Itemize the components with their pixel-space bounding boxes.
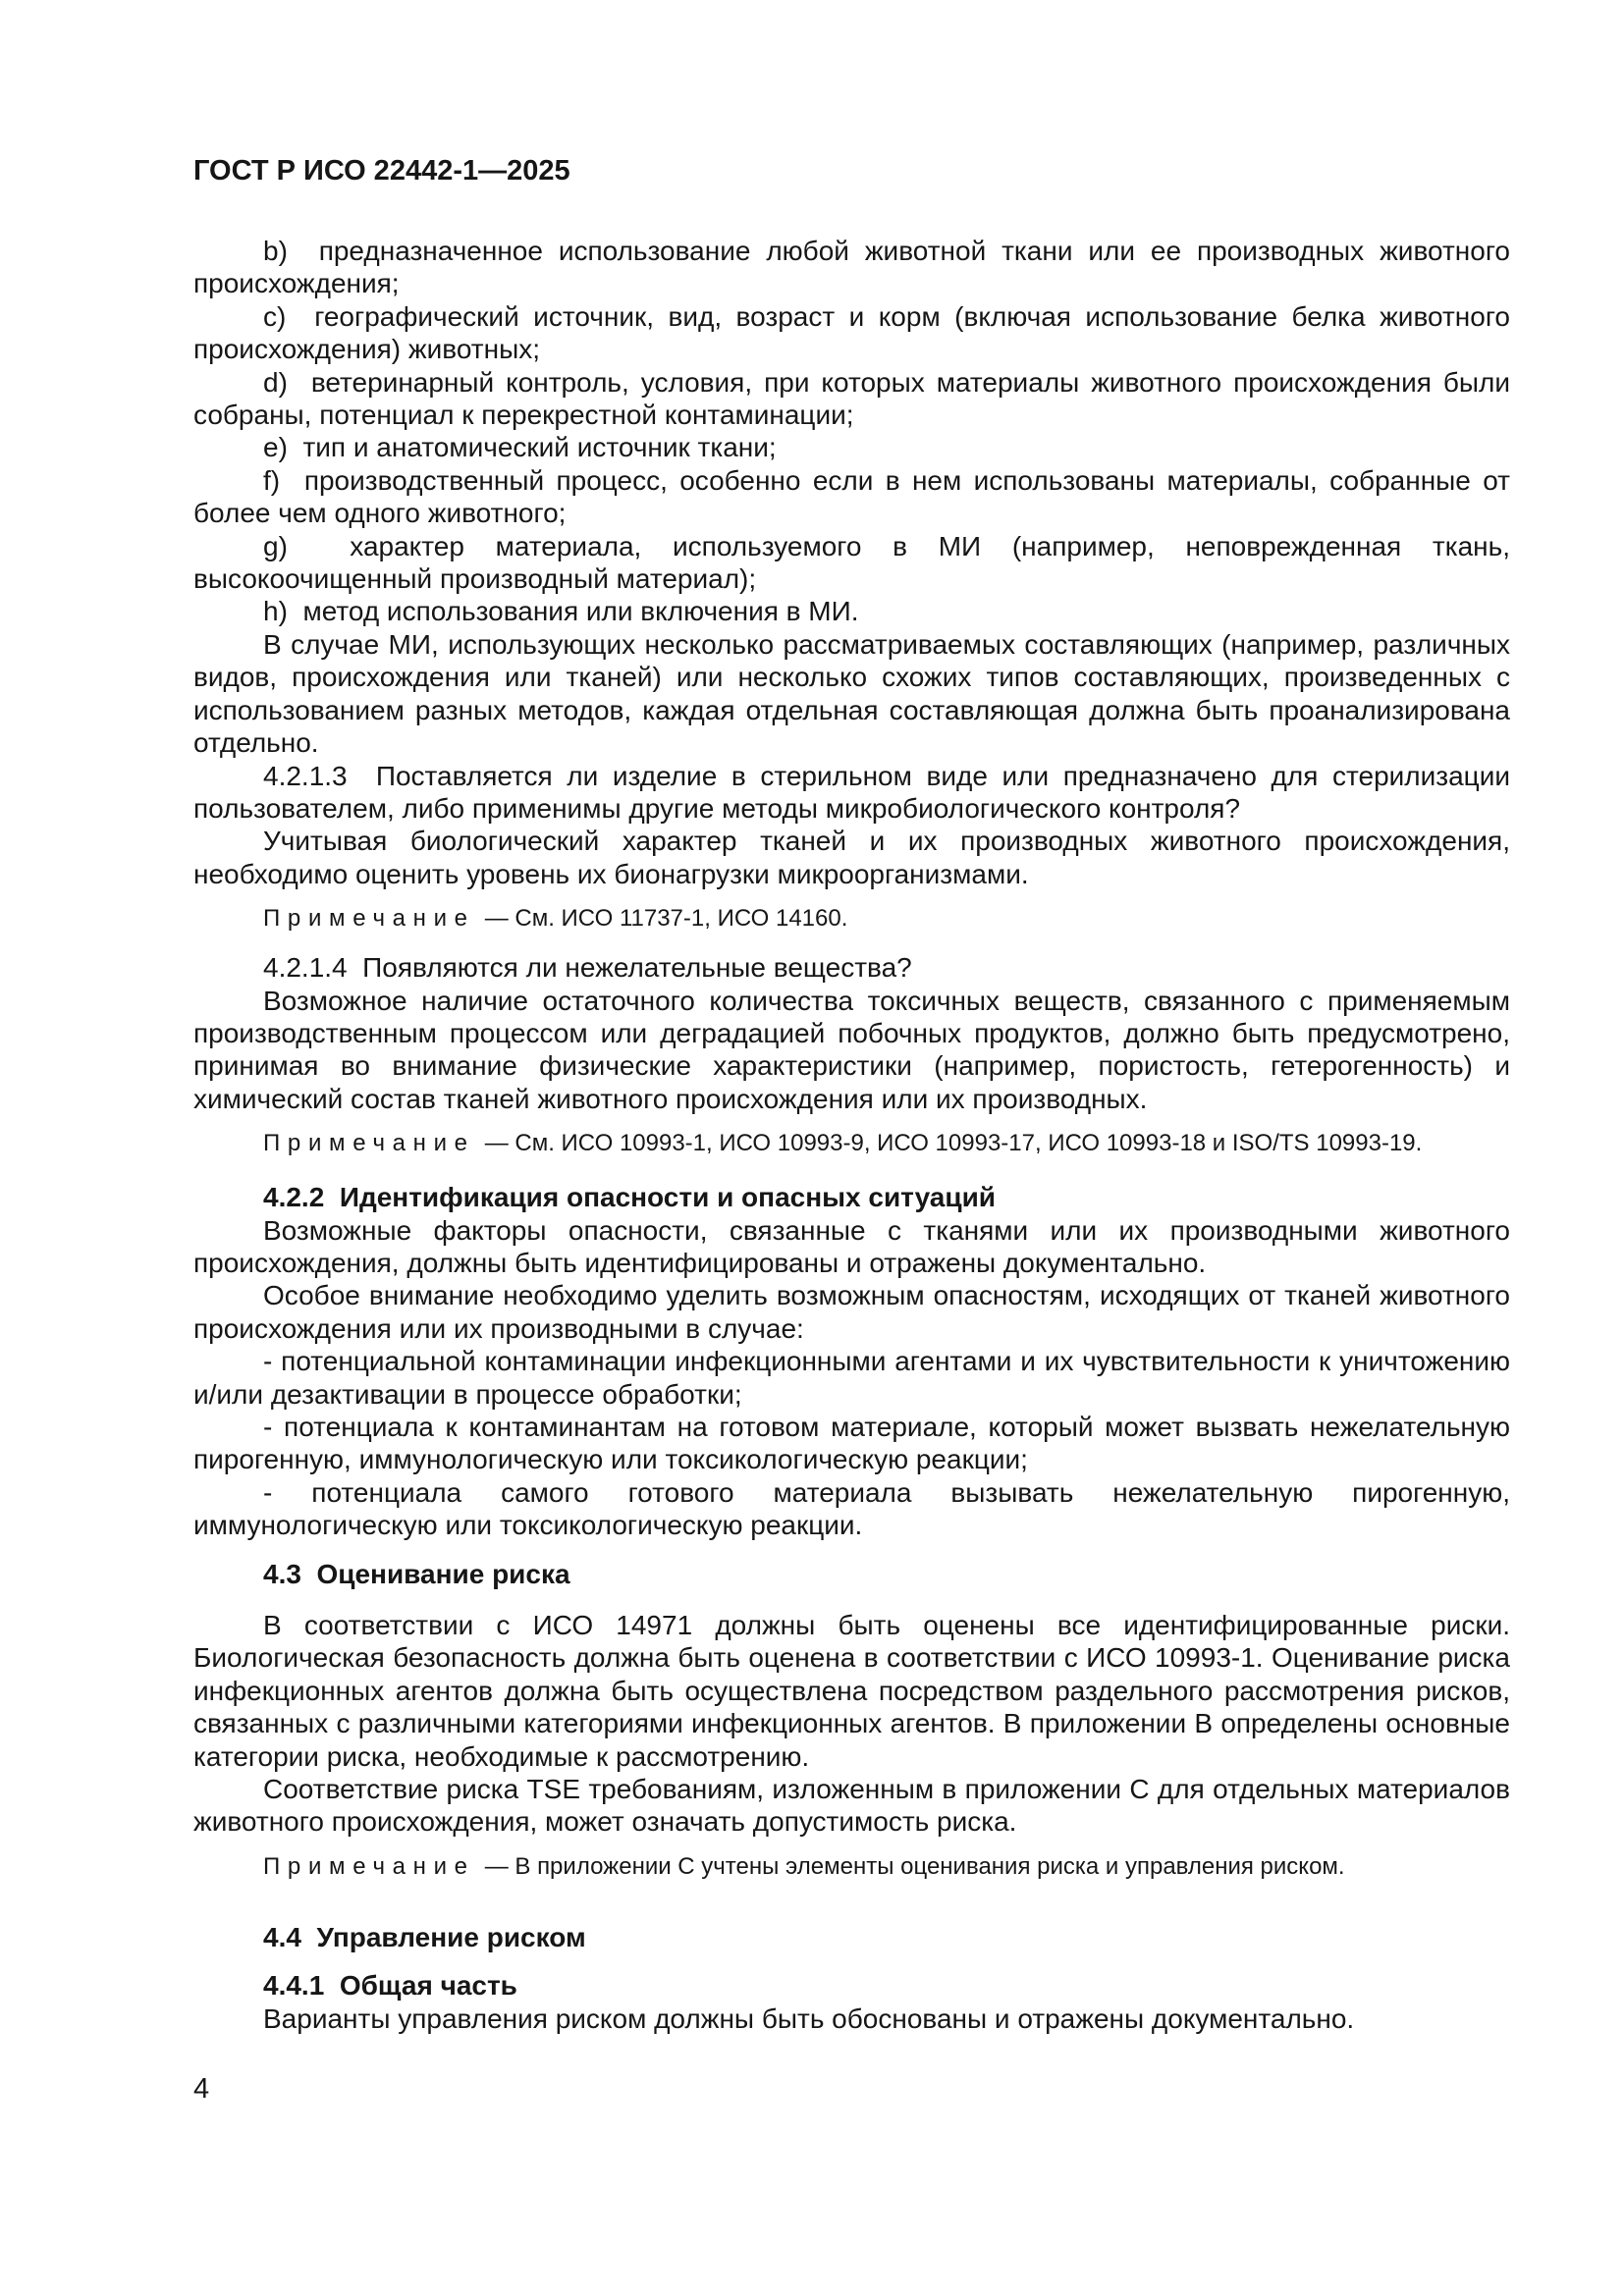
list-item-g: g) характер материала, используемого в МИ (например, неповрежденная ткань, высокоочищенный производный материал); xyxy=(193,530,1518,595)
note-text: — В приложении С учтены элементы оценивания риска и управления риском. xyxy=(484,1852,1345,1880)
list-item-c: c) географический источник, вид, возраст и корм (включая использование белка животного происхождения) животных; xyxy=(193,300,1518,365)
paragraph: Возможное наличие остаточного количества токсичных веществ, связанного с применяемым производственным процессом или деградацией побочных продуктов, должно быть предусмотрено, принимая во внимание физические характеристики (например, пористость, гетерогенность) и химический состав тканей животного происхождения или их производных. xyxy=(193,985,1518,1114)
note-text: — См. ИСО 11737-1, ИСО 14160. xyxy=(484,905,848,933)
list-item-e: e) тип и анатомический источник ткани; xyxy=(263,432,777,463)
heading-4-3: 4.3 Оценивание риска xyxy=(263,1558,570,1589)
paragraph: Варианты управления риском должны быть обоснованы и отражены документально. xyxy=(263,2002,1355,2034)
running-header: ГОСТ Р ИСО 22442-1—2025 xyxy=(193,155,570,187)
paragraph: В случае МИ, использующих несколько рассматриваемых составляющих (например, различных видов, происхождения или тканей) или несколько схожих типов составляющих, произведенных с использованием разных методов, каждая отдельная составляющая должна быть проанализирована отдельно. xyxy=(193,628,1518,759)
page-number: 4 xyxy=(193,2073,210,2105)
paragraph: В соответствии с ИСО 14971 должны быть оценены все идентифицированные риски. Биологическая безопасность должна быть оценена в соответствии с ИСО 10993-1. Оценивание риска инфекционных агентов должна быть осуществлена посредством раздельного рассмотрения рисков, связанных с различными категориями инфекционных агентов. В приложении В определены основные категории риска, необходимые к рассмотрению. xyxy=(193,1610,1518,1772)
page-content xyxy=(193,155,1518,2035)
dash-item: - потенциала к контаминантам на готовом материале, который может вызвать нежелательную пирогенную, иммунологическую или токсикологическую реакции; xyxy=(193,1412,1518,1475)
note-label: Примечание xyxy=(263,1852,475,1880)
note-label: Примечание xyxy=(263,905,475,933)
clause-4-2-1-3: 4.2.1.3 Поставляется ли изделие в стерильном виде или предназначено для стерилизации пользователем, либо применимы другие методы микробиологического контроля? xyxy=(193,760,1518,824)
list-item-b: b) предназначенное использование любой животной ткани или ее производных животного происхождения; xyxy=(193,236,1518,299)
list-item-d: d) ветеринарный контроль, условия, при которых материалы животного происхождения были собраны, потенциал к перекрестной контаминации; xyxy=(193,366,1518,431)
clause-4-2-1-4: 4.2.1.4 Появляются ли нежелательные вещества? xyxy=(263,952,912,984)
note-label: Примечание xyxy=(263,1130,475,1157)
paragraph: Учитывая биологический характер тканей и их производных животного происхождения, необходимо оценить уровень их бионагрузки микроорганизмами. xyxy=(193,826,1518,889)
note xyxy=(193,1852,1510,1882)
list-item-f: f) производственный процесс, особенно если в нем использованы материалы, собранные от более чем одного животного; xyxy=(193,464,1518,529)
note xyxy=(193,1129,1510,1158)
heading-4-4: 4.4 Управление риском xyxy=(263,1921,586,1952)
dash-item: - потенциала самого готового материала вызывать нежелательную пирогенную, иммунологическую или токсикологическую реакции. xyxy=(193,1476,1518,1541)
note-text: — См. ИСО 10993-1, ИСО 10993-9, ИСО 10993-17, ИСО 10993-18 и ISO/TS 10993-19. xyxy=(484,1130,1423,1157)
dash-item: - потенциальной контаминации инфекционными агентами и их чувствительности к уничтожению и/или дезактивации в процессе обработки; xyxy=(193,1346,1518,1410)
paragraph: Возможные факторы опасности, связанные с тканями или их производными животного происхождения, должны быть идентифицированы и отражены документально. xyxy=(193,1214,1518,1278)
list-item-h: h) метод использования или включения в МИ. xyxy=(263,596,859,627)
heading-4-4-1: 4.4.1 Общая часть xyxy=(263,1970,517,2002)
note xyxy=(193,904,1510,934)
paragraph: Соответствие риска TSE требованиям, изложенным в приложении С для отдельных материалов животного происхождения, может означать допустимость риска. xyxy=(193,1774,1518,1838)
paragraph: Особое внимание необходимо уделить возможным опасностям, исходящих от тканей животного происхождения или их производными в случае: xyxy=(193,1280,1518,1344)
heading-4-2-2: 4.2.2 Идентификация опасности и опасных ситуаций xyxy=(263,1182,997,1213)
